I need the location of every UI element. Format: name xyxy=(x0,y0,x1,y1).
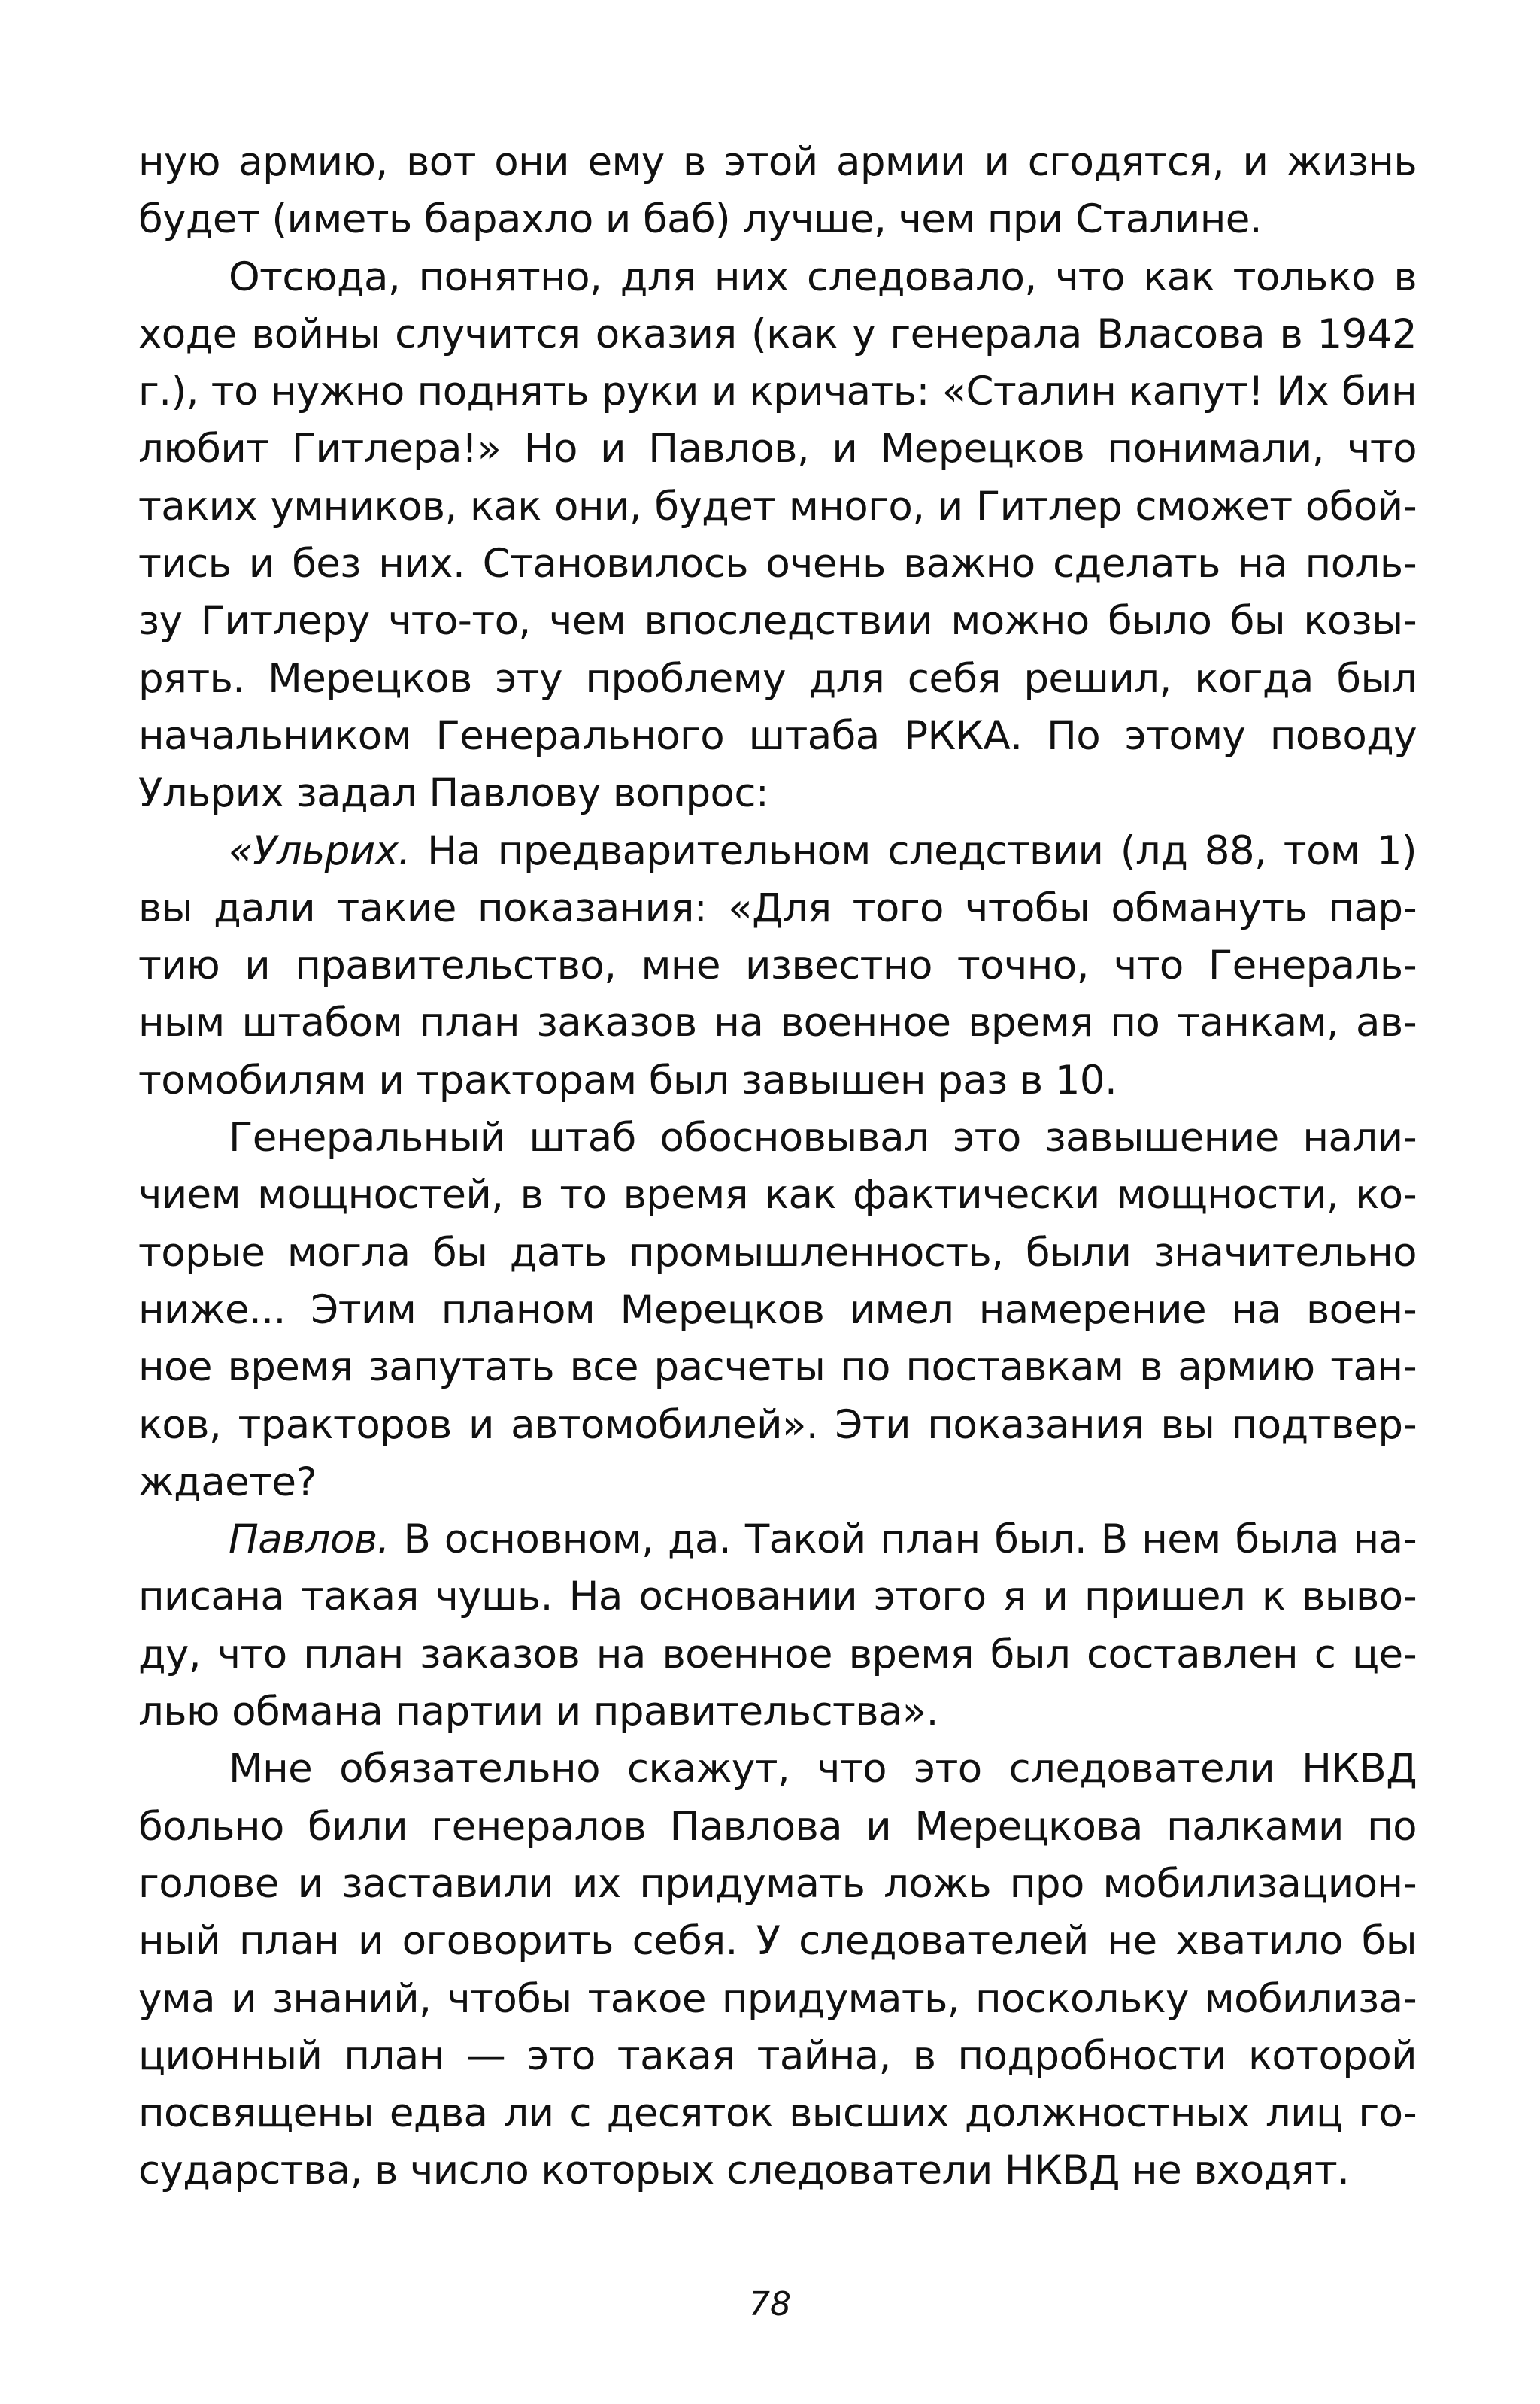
line-text: зу Гитлеру что-то, чем впоследствии можно было бы козы- xyxy=(138,598,1417,645)
text-line xyxy=(138,1741,1417,1798)
text-line xyxy=(138,536,1417,593)
line-text: будет (иметь барахло и баб) лучше, чем при Сталине. xyxy=(138,196,1263,243)
line-text: ума и знаний, чтобы такое придумать, поскольку мобилиза- xyxy=(138,1975,1417,2022)
text-line xyxy=(138,1856,1417,1913)
text-line xyxy=(138,1282,1417,1339)
line-text: ходе войны случится оказия (как у генерала Власова в 1942 xyxy=(138,311,1417,357)
text-line xyxy=(138,937,1417,994)
line-text: Генеральный штаб обосновывал это завышение нали- xyxy=(229,1115,1417,1161)
line-text: ционный план — это такая тайна, в подробности которой xyxy=(138,2032,1417,2079)
text-line xyxy=(138,1971,1417,2028)
text-line xyxy=(138,823,1417,880)
line-text: лью обмана партии и правительства». xyxy=(138,1689,938,1735)
line-text: ков, тракторов и автомобилей». Эти показания вы подтвер- xyxy=(138,1401,1417,1448)
text-line xyxy=(138,1511,1417,1568)
text-line xyxy=(138,1798,1417,1856)
paragraph xyxy=(138,823,1417,1109)
text-line xyxy=(138,363,1417,420)
text-line xyxy=(138,134,1417,191)
line-text: ным штабом план заказов на военное время по танкам, ав- xyxy=(138,1000,1417,1046)
line-text: ный план и оговорить себя. У следователей не хватило бы xyxy=(138,1918,1417,1965)
line-text: голове и заставили их придумать ложь про мобилизацион- xyxy=(138,1860,1417,1907)
line-text: тись и без них. Становилось очень важно сделать на поль- xyxy=(138,541,1417,587)
paragraph xyxy=(138,1741,1417,2199)
page-body xyxy=(138,134,1417,2200)
text-line xyxy=(138,1626,1417,1683)
text-line xyxy=(138,708,1417,765)
paragraph xyxy=(138,134,1417,249)
line-text: ную армию, вот они ему в этой армии и сгодятся, и жизнь xyxy=(138,139,1417,185)
text-line xyxy=(138,651,1417,708)
page-number: 78 xyxy=(749,2285,791,2324)
text-line xyxy=(138,1913,1417,1970)
paragraph xyxy=(138,1109,1417,1511)
text-line xyxy=(138,1339,1417,1396)
line-text: больно били генералов Павлова и Мерецкова палками по xyxy=(138,1803,1417,1850)
line-text: ждаете? xyxy=(138,1458,317,1505)
text-line xyxy=(138,1568,1417,1625)
line-text: Мне обязательно скажут, что это следователи НКВД xyxy=(229,1746,1417,1792)
line-text: любит Гитлера!» Но и Павлов, и Мерецков понимали, что xyxy=(138,426,1417,472)
text-line xyxy=(138,478,1417,536)
line-text: ное время запутать все расчеты по поставкам в армию тан- xyxy=(138,1344,1417,1391)
text-line xyxy=(138,1397,1417,1454)
line-text: торые могла бы дать промышленность, были значительно xyxy=(138,1229,1417,1276)
line-text: рять. Мерецков эту проблему для себя решил, когда был xyxy=(138,655,1417,702)
line-text: На предварительном следствии (лд 88, том 1) xyxy=(410,827,1417,874)
text-line xyxy=(138,249,1417,306)
text-line xyxy=(138,593,1417,650)
text-line xyxy=(138,2085,1417,2142)
text-line xyxy=(138,1109,1417,1167)
line-text: В основном, да. Такой план был. В нем была на- xyxy=(389,1516,1417,1563)
line-text: ниже... Этим планом Мерецков имел намерение на воен- xyxy=(138,1286,1417,1333)
line-text: чием мощностей, в то время как фактически мощности, ко- xyxy=(138,1172,1417,1219)
paragraph xyxy=(138,1511,1417,1741)
line-text: посвящены едва ли с десяток высших должностных лиц го- xyxy=(138,2090,1417,2137)
text-line xyxy=(138,1683,1417,1741)
text-line xyxy=(138,2142,1417,2199)
text-line xyxy=(138,1225,1417,1282)
line-text: ду, что план заказов на военное время был составлен с це- xyxy=(138,1631,1417,1677)
speaker-name: Павлов. xyxy=(229,1516,390,1563)
line-text: Отсюда, понятно, для них следовало, что как только в xyxy=(229,253,1417,300)
text-line xyxy=(138,765,1417,822)
line-text: Ульрих задал Павлову вопрос: xyxy=(138,770,769,817)
text-line xyxy=(138,306,1417,363)
text-line xyxy=(138,2028,1417,2085)
line-text: вы дали такие показания: «Для того чтобы обмануть пар- xyxy=(138,885,1417,931)
text-line xyxy=(138,1454,1417,1511)
line-text: томобилям и тракторам был завышен раз в 10. xyxy=(138,1057,1117,1103)
text-line xyxy=(138,1167,1417,1224)
line-text: тию и правительство, мне известно точно, что Генераль- xyxy=(138,942,1417,989)
paragraph xyxy=(138,249,1417,823)
line-text: г.), то нужно поднять руки и кричать: «Сталин капут! Их бин xyxy=(138,369,1417,415)
speaker-name: «Ульрих. xyxy=(229,827,411,874)
line-text: таких умников, как они, будет много, и Гитлер сможет обой- xyxy=(138,483,1417,530)
text-line xyxy=(138,420,1417,478)
line-text: начальником Генерального штаба РККА. По этому поводу xyxy=(138,712,1417,759)
text-line xyxy=(138,191,1417,248)
text-line xyxy=(138,1052,1417,1109)
line-text: сударства, в число которых следователи НКВД не входят. xyxy=(138,2148,1350,2194)
line-text: писана такая чушь. На основании этого я и пришел к выво- xyxy=(138,1574,1417,1620)
text-line xyxy=(138,994,1417,1052)
text-line xyxy=(138,880,1417,937)
